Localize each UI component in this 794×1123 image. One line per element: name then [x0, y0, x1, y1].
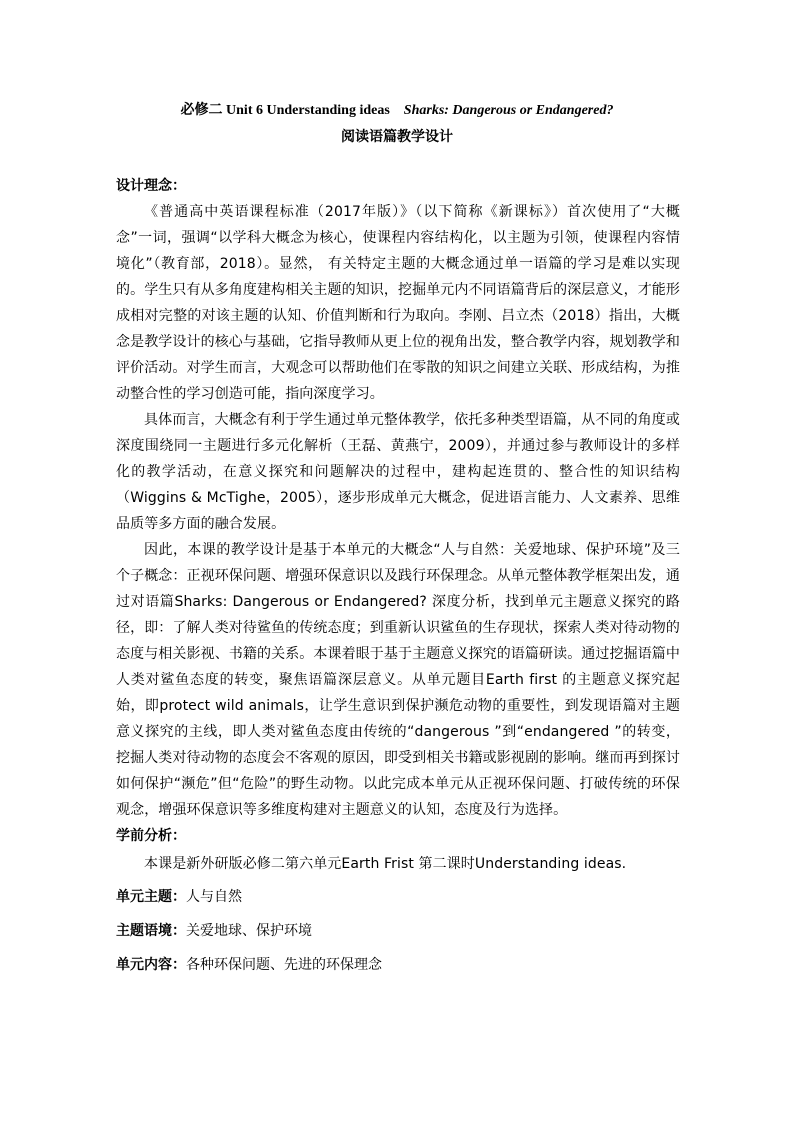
unit-theme-label: 单元主题：	[116, 889, 186, 905]
design-paragraph-3: 因此，本课的教学设计是基于本单元的大概念“人与自然：关爱地球、保护环境”及三个子概念：正视环保问题、增强环保意识以及践行环保理念。从单元整体教学框架出发，通过对语篇Sharks: Dangerous or Endangered? 深度分析，找到单元主题意义探究的路径，即：了解人类对待鲨鱼的传统态度；到重新认识鲨鱼的生存现状，探索人类对待动物的态度与相关影视、书籍的关系。本课着眼于基于主题意义探究的语篇研读。通过挖掘语篇中人类对鲨鱼态度的转变，聚焦语篇深层意义。从单元题目Earth first 的主题意义探究起始，即protect wild animals，让学生意识到保护濒危动物的重要性，到发现语篇对主题意义探究的主线，即人类对鲨鱼态度由传统的“dangerous ”到“endangered ”的转变，挖掘人类对待动物的态度会不客观的原因，即受到相关书籍或影视剧的影响。继而再到探讨如何保护“濒危”但“危险”的野生动物。以此完成本单元从正视环保问题、打破传统的环保观念，增强环保意识等多维度构建对主题意义的认知，态度及行为选择。	[116, 542, 680, 818]
unit-content-value: 各种环保问题、先进的环保理念	[186, 957, 382, 973]
unit-content-row	[116, 951, 680, 979]
document-title-line1	[0, 99, 794, 119]
theme-context-value: 关爱地球、保护环境	[186, 923, 312, 939]
design-paragraph-2: 具体而言，大概念有利于学生通过单元整体教学，依托多种类型语篇，从不同的角度或深度围绕同一主题进行多元化解析（王磊、黄燕宁，2009），并通过参与教师设计的多样化的教学活动，在意义探究和问题解决的过程中，建构起连贯的、整合性的知识结构（Wiggins & McTighe，2005），逐步形成单元大概念，促进语言能力、人文素养、思维品质等多方面的融合发展。	[116, 412, 680, 532]
theme-context-row	[116, 917, 680, 945]
unit-content-label: 单元内容：	[116, 957, 186, 973]
design-paragraph-1: 《普通高中英语课程标准（2017年版）》（以下简称《新课标》）首次使用了“大概念”一词，强调“以学科大概念为核心，使课程内容结构化，以主题为引领，使课程内容情境化”（教育部，2018）。显然， 有关特定主题的大概念通过单一语篇的学习是难以实现的。学生只有从多角度建构相关主题的知识，挖掘单元内不同语篇背后的深层意义，才能形成相对完整的对该主题的认知、价值判断和行为取向。李刚、吕立杰（2018）指出，大概念是教学设计的核心与基础，它指导教师从更上位的视角出发，整合教学内容，规划教学和评价活动。对学生而言，大观念可以帮助他们在零散的知识之间建立关联、形成结构，为推动整合性的学习创造可能，指向深度学习。	[116, 204, 680, 402]
document-title-line2: 阅读语篇教学设计	[341, 129, 453, 145]
design-concept-heading: 设计理念：	[116, 178, 186, 194]
theme-context-label: 主题语境：	[116, 923, 186, 939]
pre-analysis-text: 本课是新外研版必修二第六单元Earth Frist 第二课时Understanding ideas.	[144, 856, 627, 872]
document-body	[116, 173, 680, 979]
title-article-name: Sharks: Dangerous or Endangered?	[403, 103, 614, 118]
title-course-unit: 必修二 Unit 6 Understanding ideas	[180, 103, 390, 118]
unit-theme-value: 人与自然	[186, 889, 242, 905]
pre-analysis-heading: 学前分析：	[116, 828, 186, 844]
unit-theme-row	[116, 883, 680, 911]
